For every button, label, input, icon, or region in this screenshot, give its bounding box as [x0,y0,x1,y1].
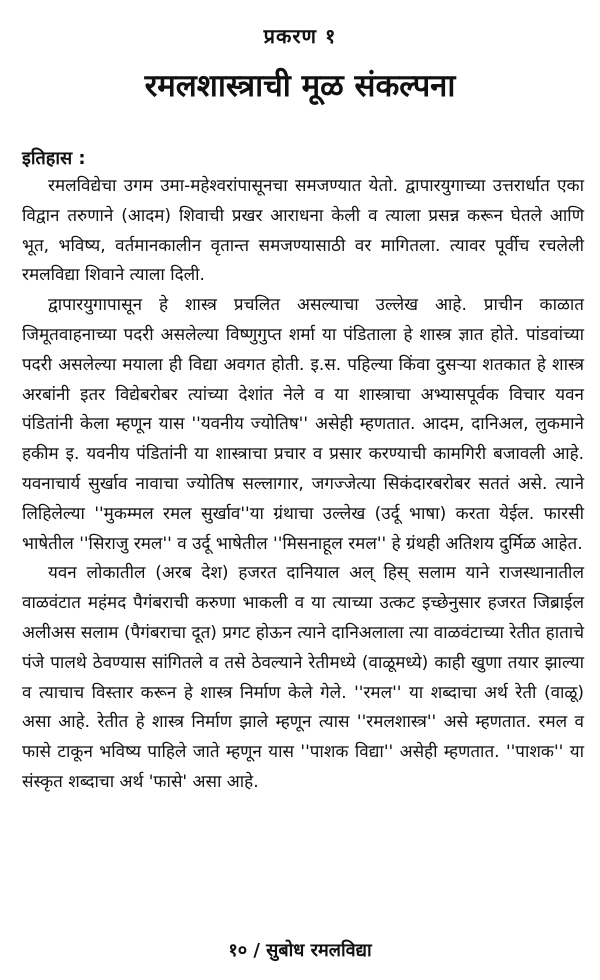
section-heading: इतिहास : [22,148,86,169]
paragraph-history: द्वापारयुगापासून हे शास्त्र प्रचलित असल्याचा उल्लेख आहे. प्राचीन काळात जिमूतवाहनाच्या पदरी असलेल्या विष्णुगुप्त शर्मा या पंडिताला हे शास्त्र ज्ञात होते. पांडवांच्या पदरी असलेल्या मयाला ही विद्या अवगत होती. इ.स. पहिल्या किंवा दुसऱ्या शतकात हे शास्त्र अरबांनी इतर विद्येबरोबर त्यांच्या देशांत नेले व या शास्त्राचा अभ्यासपूर्वक विचार यवन पंडितांनी केला म्हणून यास ''यवनीय ज्योतिष'' असेही म्हणतात. आदम, दानिअल, लुकमाने हकीम इ. यवनीय पंडितांनी या शास्त्राचा प्रचार व प्रसार करण्याची कामगिरी बजावली आहे. यवनाचार्य सुर्खाव नावाचा ज्योतिष सल्लागार, जगज्जेत्या सिकंदारबरोबर सततं असे. त्याने लिहिलेल्या ''मुकम्मल रमल सुर्खाव''या ग्रंथाचा उल्लेख (उर्दू भाषा) करता येईल. फारसी भाषेतील ''सिराजु रमल'' व उर्दू भाषेतील ''मिसनाहूल रमल'' हे ग्रंथही अतिशय दुर्मिळ आहेत. [22,295,584,554]
paragraph-origin: रमलविद्येचा उगम उमा-महेश्वरांपासूनचा समजण्यात येतो. द्वापारयुगाच्या उत्तरार्धात एका विद्वान तरुणाने (आदम) शिवाची प्रखर आराधना केली व त्याला प्रसन्न करून घेतले आणि भूत, भविष्य, वर्तमानकालीन वृतान्त समजण्यासाठी वर मागितला. त्यावर पूर्वीच रचलेली रमलविद्या शिवाने त्याला दिली. [22,176,584,286]
page-footer: १० / सुबोध रमलविद्या [228,940,372,961]
paragraph-etymology: यवन लोकातील (अरब देश) हजरत दानियाल अल् हिस् सलाम याने राजस्थानातील वाळवंटात महंमद पैगंबराची करुणा भाकली व या त्याच्या उत्कट इच्छेनुसार हजरत जिब्राईल अलीअस सलाम (पैगंबराचा दूत) प्रगट होऊन त्याने दानिअलाला त्या वाळवंटाच्या रेतीत हाताचे पंजे पालथे ठेवण्यास सांगितले व तसे ठेवल्याने रेतीमध्ये (वाळूमध्ये) काही खुणा तयार झाल्या व त्याचाच विस्तार करून हे शास्त्र निर्माण केले गेले. ''रमल'' या शब्दाचा अर्थ रेती (वाळू) असा आहे. रेतीत हे शास्त्र निर्माण झाले म्हणून त्यास ''रमलशास्त्र'' असे म्हणतात. रमल व फासे टाकून भविष्य पाहिले जाते म्हणून यास ''पाशक विद्या'' असेही म्हणतात. ''पाशक'' या संस्कृत शब्दाचा अर्थ 'फासे' असा आहे. [22,563,584,792]
chapter-label: प्रकरण १ [263,24,337,48]
body-text [22,172,584,798]
chapter-title: रमलशास्त्राची मूळ संकल्पना [144,68,456,104]
